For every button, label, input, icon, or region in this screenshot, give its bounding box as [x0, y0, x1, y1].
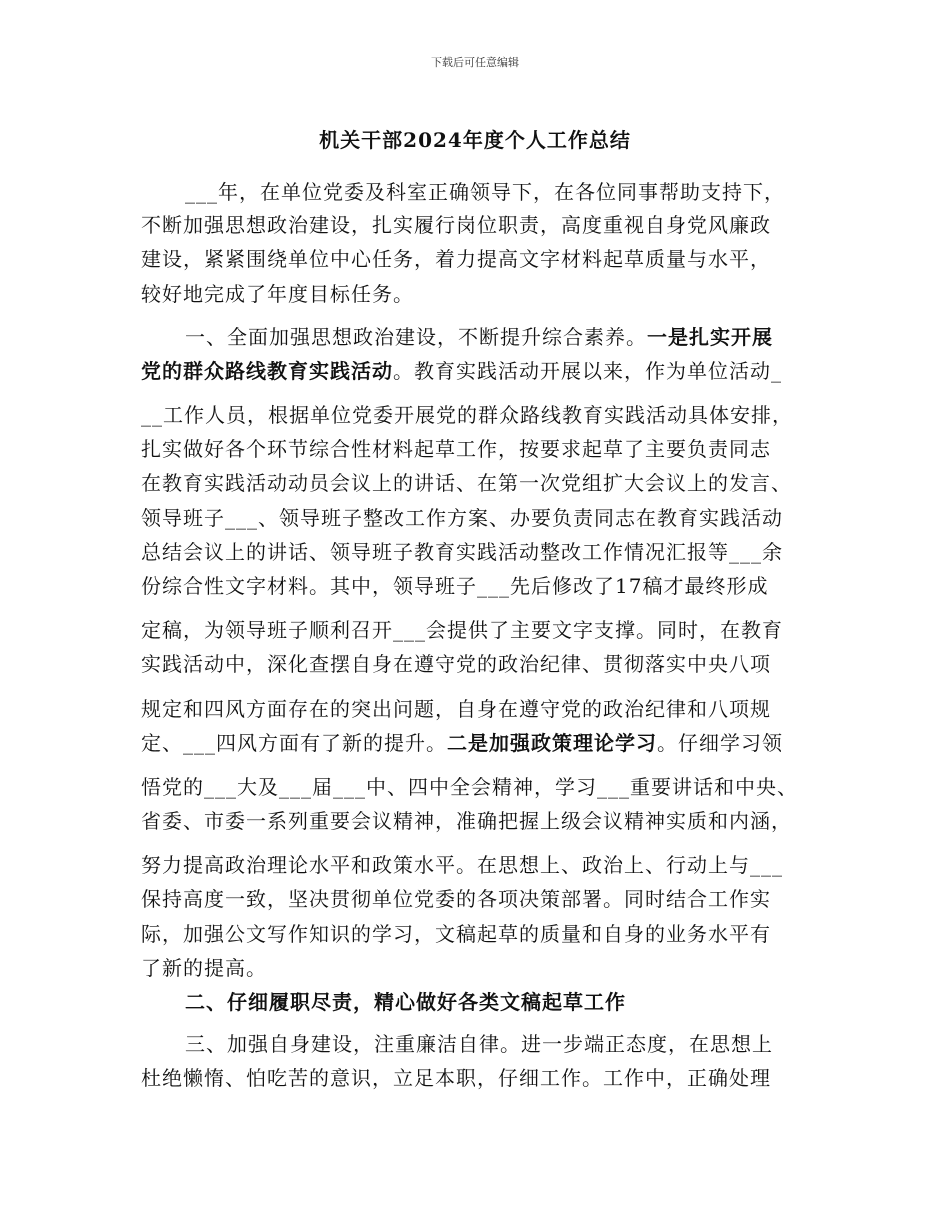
text-segment: 总结会议上的讲话、领导班子教育实践活动整改工作情况汇报等___余 [141, 540, 783, 564]
bold-text-segment: 二、仔细履职尽责，精心做好各类文稿起草工作 [185, 990, 626, 1014]
text-segment: 一、全面加强思想政治建设，不断提升综合素养。 [185, 325, 647, 349]
paragraph-line [141, 849, 821, 878]
paragraph-line [141, 355, 821, 384]
text-segment: 。仔细学习领 [657, 731, 783, 755]
text-segment: 定稿，为领导班子顺利召开___会提供了主要文字支撑。同时，在教育 [141, 618, 783, 642]
text-segment: 了新的提高。 [141, 956, 267, 980]
document-title: 机关干部2024年度个人工作总结 [319, 128, 631, 152]
bold-text-segment: 党的群众路线教育实践活动 [141, 359, 393, 383]
paragraph-line [141, 399, 821, 428]
text-segment: 在教育实践活动动员会议上的讲话、在第一次党组扩大会议上的发言、 [141, 471, 792, 495]
paragraph-line [141, 952, 821, 981]
paragraph-line [185, 986, 815, 1015]
paragraph-line [141, 433, 821, 462]
paragraph-line [141, 1062, 821, 1091]
text-segment: 悟党的___大及___届___中、四中全会精神，学习___重要讲话和中央、 [141, 775, 798, 799]
text-segment: 努力提高政治理论水平和政策水平。在思想上、政治上、行动上与___ [141, 853, 783, 877]
bold-text-segment: 二是加强政策理论学习 [447, 731, 657, 755]
paragraph-line [141, 536, 821, 565]
text-segment: 建设，紧紧围绕单位中心任务，着力提高文字材料起草质量与水平， [141, 247, 771, 271]
paragraph-line [185, 1028, 815, 1057]
paragraph-line [141, 648, 821, 677]
paragraph-line [141, 883, 821, 912]
text-segment: 杜绝懒惰、怕吃苦的意识，立足本职，仔细工作。工作中，正确处理 [141, 1066, 771, 1090]
text-segment: 不断加强思想政治建设，扎实履行岗位职责，高度重视自身党风廉政 [141, 213, 771, 237]
text-segment: 规定和四风方面存在的突出问题，自身在遵守党的政治纪律和八项规 [141, 697, 771, 721]
paragraph-line [185, 321, 815, 350]
paragraph-line [141, 467, 821, 496]
paragraph-line [141, 243, 821, 272]
paragraph-line [141, 570, 821, 599]
bold-text-segment: 一是扎实开展 [647, 325, 773, 349]
paragraph-line [141, 278, 821, 307]
text-segment: 份综合性文字材料。其中，领导班子___先后修改了17稿才最终形成 [141, 574, 769, 598]
paragraph-line [141, 727, 821, 756]
text-segment: 。教育实践活动开展以来，作为单位活动_ [393, 359, 782, 383]
text-segment: 三、加强自身建设，注重廉洁自律。进一步端正态度，在思想上 [185, 1032, 773, 1056]
text-segment: 扎实做好各个环节综合性材料起草工作，按要求起草了主要负责同志 [141, 437, 771, 461]
text-segment: 实践活动中，深化查摆自身在遵守党的政治纪律、贯彻落实中央八项 [141, 652, 771, 676]
text-segment: __工作人员，根据单位党委开展党的群众路线教育实践活动具体安排， [141, 403, 793, 427]
paragraph-line [141, 771, 821, 800]
paragraph-line [141, 693, 821, 722]
text-segment: 定、___四风方面有了新的提升。 [141, 731, 447, 755]
paragraph-line [185, 176, 815, 205]
text-segment: 较好地完成了年度目标任务。 [141, 282, 414, 306]
text-segment: ___年，在单位党委及科室正确领导下，在各位同事帮助支持下， [185, 180, 785, 204]
text-segment: 保持高度一致，坚决贯彻单位党委的各项决策部署。同时结合工作实 [141, 887, 771, 911]
paragraph-line [141, 502, 821, 531]
text-segment: 领导班子___、领导班子整改工作方案、办要负责同志在教育实践活动 [141, 506, 783, 530]
header-note: 下载后可任意编辑 [431, 56, 519, 69]
paragraph-line [141, 614, 821, 643]
paragraph-line [141, 918, 821, 947]
text-segment: 省委、市委一系列重要会议精神，准确把握上级会议精神实质和内涵， [141, 809, 792, 833]
paragraph-line [141, 805, 821, 834]
paragraph-line [141, 209, 821, 238]
text-segment: 际，加强公文写作知识的学习，文稿起草的质量和自身的业务水平有 [141, 922, 771, 946]
